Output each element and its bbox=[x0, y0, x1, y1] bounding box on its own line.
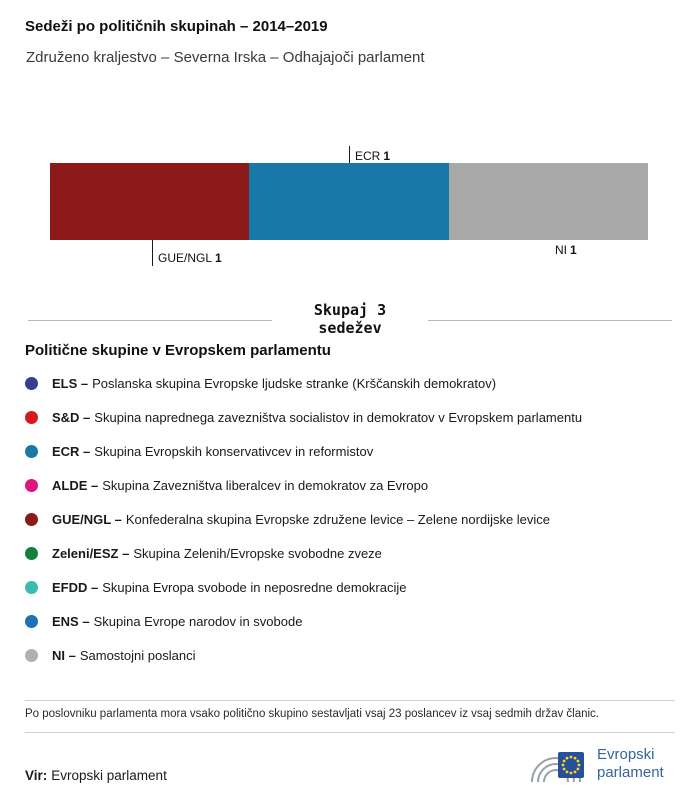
gue-ngl-tick-line bbox=[152, 240, 153, 266]
legend-abbr: NI – bbox=[52, 647, 76, 663]
logo-text bbox=[597, 746, 664, 782]
stacked-bar bbox=[50, 163, 648, 240]
source-line bbox=[25, 768, 167, 783]
legend-abbr: EFDD – bbox=[52, 579, 99, 595]
footnote-divider-top bbox=[25, 700, 675, 701]
legend-desc: Samostojni poslanci bbox=[79, 647, 196, 663]
legend-desc: Skupina Evropskih konservativcev in reformistov bbox=[94, 443, 374, 459]
legend-abbr: ELS – bbox=[52, 375, 89, 391]
els-color-dot bbox=[25, 377, 38, 390]
logo-line2: parlament bbox=[597, 764, 664, 781]
ni-label bbox=[555, 243, 577, 257]
page-title: Sedeži po političnih skupinah – 2014–2019 bbox=[25, 18, 328, 35]
legend-abbr: GUE/NGL – bbox=[52, 511, 122, 527]
gue-ngl-label bbox=[158, 251, 222, 265]
bar-segment-gue-ngl[interactable] bbox=[50, 163, 249, 240]
page-subtitle: Združeno kraljestvo – Severna Irska – Odhajajoči parlament bbox=[26, 49, 425, 66]
legend-item-sd bbox=[25, 400, 685, 434]
legend-abbr: Zeleni/ESZ – bbox=[52, 545, 130, 561]
efdd-color-dot bbox=[25, 581, 38, 594]
legend-abbr: ENS – bbox=[52, 613, 90, 629]
gue-ngl-label-value: 1 bbox=[215, 251, 222, 265]
legend-item-ecr bbox=[25, 434, 685, 468]
ecr-label bbox=[355, 149, 390, 163]
legend-item-gue-ngl bbox=[25, 502, 685, 536]
legend-abbr: ECR – bbox=[52, 443, 91, 459]
legend-item-efdd bbox=[25, 570, 685, 604]
legend-item-els bbox=[25, 366, 685, 400]
total-divider-right bbox=[428, 320, 672, 321]
source-text: Evropski parlament bbox=[51, 768, 167, 783]
ni-label-value: 1 bbox=[570, 243, 577, 257]
alde-color-dot bbox=[25, 479, 38, 492]
ecr-label-text: ECR bbox=[355, 149, 381, 163]
legend-desc: Skupina naprednega zavezništva socialistov in demokratov v Evropskem parlamentu bbox=[94, 409, 583, 425]
footnote-divider-bottom bbox=[25, 732, 675, 733]
legend-title: Politične skupine v Evropskem parlamentu bbox=[25, 342, 331, 359]
legend-abbr: S&D – bbox=[52, 409, 91, 425]
ni-label-text: NI bbox=[555, 243, 567, 257]
legend-desc: Poslanska skupina Evropske ljudske stranke (Krščanskih demokratov) bbox=[92, 375, 497, 391]
gue-ngl-label-text: GUE/NGL bbox=[158, 251, 213, 265]
legend-desc: Skupina Evrope narodov in svobode bbox=[93, 613, 303, 629]
source-label: Vir: bbox=[25, 768, 48, 783]
eu-parliament-logo-icon bbox=[528, 740, 588, 788]
legend-item-alde bbox=[25, 468, 685, 502]
total-divider-left bbox=[28, 320, 272, 321]
bar-segment-ni[interactable] bbox=[449, 163, 648, 240]
footnote: Po poslovniku parlamenta mora vsako politično skupino sestavljati vsaj 23 poslancev iz vsaj sedmih držav članic. bbox=[25, 708, 600, 720]
european-parliament-logo bbox=[528, 740, 664, 788]
total-seats-line2: sedežev bbox=[318, 319, 382, 337]
zeleni-esz-color-dot bbox=[25, 547, 38, 560]
logo-line1: Evropski bbox=[597, 746, 655, 763]
legend bbox=[25, 366, 685, 672]
legend-desc: Skupina Evropa svobode in neposredne demokracije bbox=[102, 579, 407, 595]
gue-ngl-color-dot bbox=[25, 513, 38, 526]
legend-item-ni bbox=[25, 638, 685, 672]
ens-color-dot bbox=[25, 615, 38, 628]
legend-item-ens bbox=[25, 604, 685, 638]
ecr-color-dot bbox=[25, 445, 38, 458]
legend-abbr: ALDE – bbox=[52, 477, 99, 493]
legend-desc: Skupina Zavezništva liberalcev in demokratov za Evropo bbox=[102, 477, 429, 493]
sd-color-dot bbox=[25, 411, 38, 424]
bar-segment-ecr[interactable] bbox=[249, 163, 448, 240]
total-seats bbox=[272, 301, 428, 337]
legend-desc: Konfederalna skupina Evropske združene levice – Zelene nordijske levice bbox=[125, 511, 551, 527]
legend-item-zeleni-esz bbox=[25, 536, 685, 570]
ecr-tick-line bbox=[349, 146, 350, 163]
legend-desc: Skupina Zelenih/Evropske svobodne zveze bbox=[133, 545, 382, 561]
ni-color-dot bbox=[25, 649, 38, 662]
total-seats-line1: Skupaj 3 bbox=[313, 301, 387, 319]
ecr-label-value: 1 bbox=[383, 149, 391, 163]
